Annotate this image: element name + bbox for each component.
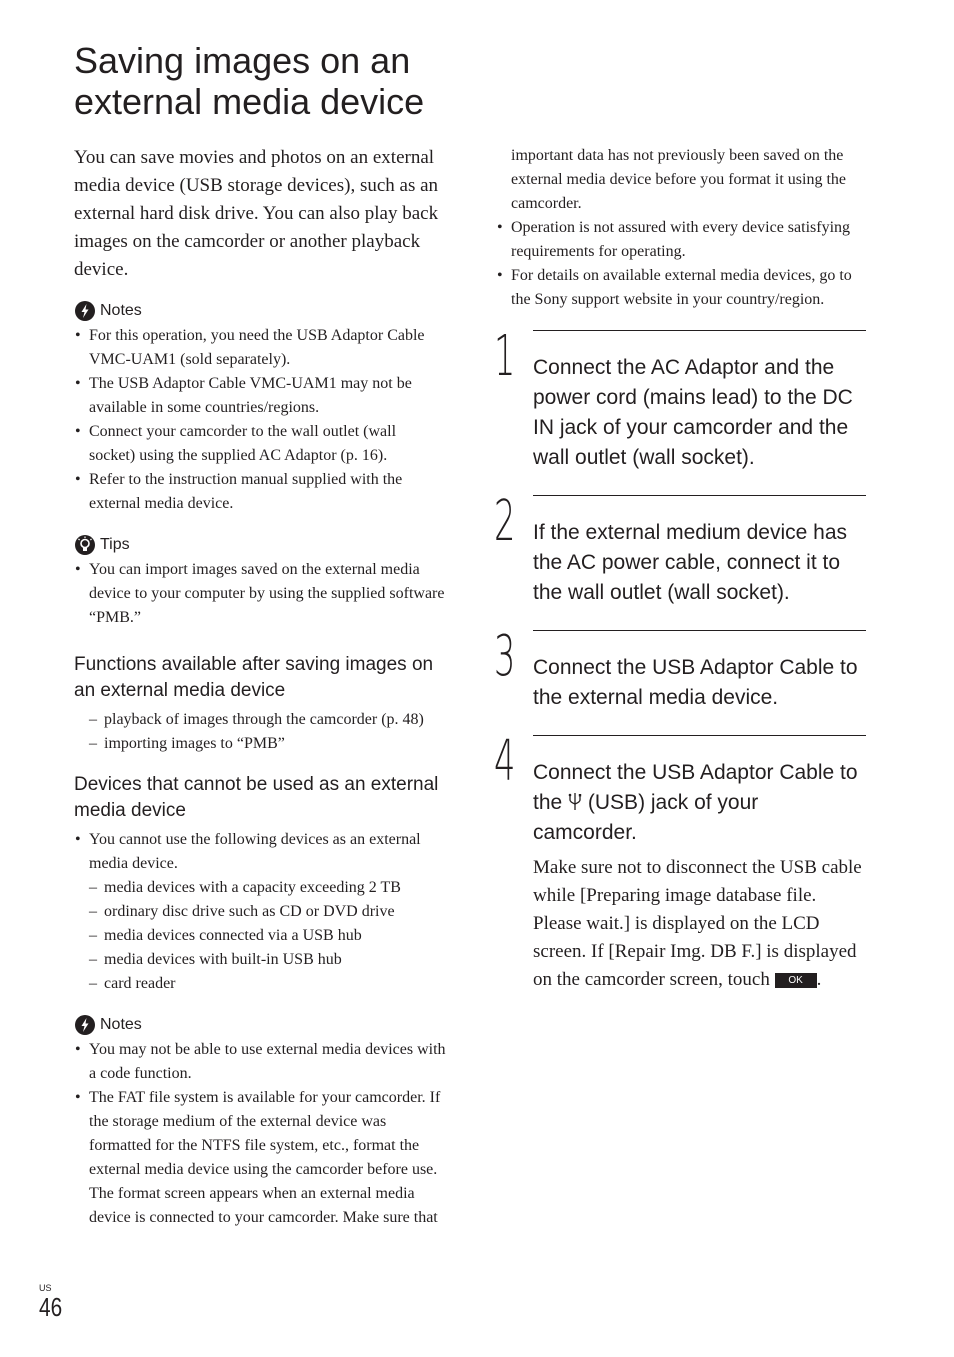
device-item: – ordinary disc drive such as CD or DVD drive bbox=[74, 900, 446, 924]
devices-sublist bbox=[74, 876, 446, 996]
step-body-text: Make sure not to disconnect the USB cable while [Preparing image database file. Please wait.] is displayed on the LCD screen. If [Repair Img. DB F.] is displayed on the camcorder screen, touch bbox=[533, 857, 862, 990]
step-text: Connect the AC Adaptor and the power cord (mains lead) to the DC IN jack of your camcorder and the wall outlet (wall socket). bbox=[533, 356, 853, 469]
step-1 bbox=[494, 324, 866, 495]
step-number: 1 bbox=[494, 324, 516, 389]
function-item: – importing images to “PMB” bbox=[89, 732, 446, 756]
step-number: 3 bbox=[494, 624, 516, 689]
note-item: • Operation is not assured with every device satisfying requirements for operating. bbox=[496, 216, 866, 264]
notes-label: Notes bbox=[100, 302, 142, 319]
notes-label: Notes bbox=[100, 1016, 142, 1033]
notes-list bbox=[74, 1038, 446, 1230]
notes-heading bbox=[74, 300, 446, 322]
ok-button: OK bbox=[775, 973, 817, 988]
usb-icon bbox=[568, 791, 582, 811]
step-text bbox=[533, 736, 866, 848]
page-number-block bbox=[39, 1283, 68, 1321]
tips-heading bbox=[74, 534, 446, 556]
note-item: • For details on available external media devices, go to the Sony support website in your country/region. bbox=[496, 264, 866, 312]
devices-item bbox=[74, 828, 446, 996]
step-2 bbox=[494, 489, 866, 630]
step-4 bbox=[494, 729, 866, 994]
note-continued-text: important data has not previously been saved on the external media device before you format it using the camcorder. bbox=[511, 147, 846, 212]
left-column bbox=[74, 144, 446, 1244]
functions-list bbox=[89, 708, 446, 756]
tip-item: • You can import images saved on the external media device to your computer by using the supplied software “PMB.” bbox=[74, 558, 446, 630]
step-body bbox=[533, 854, 866, 994]
function-item: – playback of images through the camcorder (p. 48) bbox=[89, 708, 446, 732]
functions-heading: Functions available after saving images on an external media device bbox=[74, 654, 434, 701]
right-column bbox=[496, 144, 866, 994]
device-item: – media devices connected via a USB hub bbox=[74, 924, 446, 948]
device-item: – card reader bbox=[74, 972, 446, 996]
note-item: • Refer to the instruction manual supplied with the external media device. bbox=[74, 468, 446, 516]
region-code: US bbox=[39, 1283, 52, 1293]
step-text-after: (USB) jack of your camcorder. bbox=[533, 791, 759, 844]
device-item: – media devices with a capacity exceeding 2 TB bbox=[74, 876, 446, 900]
page-title: Saving images on an external media device bbox=[74, 40, 425, 122]
step-text: Connect the USB Adaptor Cable to the external media device. bbox=[533, 656, 858, 709]
notes-list-continued bbox=[496, 216, 866, 312]
device-item: – media devices with built-in USB hub bbox=[74, 948, 446, 972]
notes-heading bbox=[74, 1014, 446, 1036]
step-text: If the external medium device has the AC power cable, connect it to the wall outlet (wall socket). bbox=[533, 521, 847, 604]
tips-label: Tips bbox=[100, 536, 130, 553]
devices-heading: Devices that cannot be used as an external media device bbox=[74, 774, 439, 821]
intro-paragraph: You can save movies and photos on an external media device (USB storage devices), such as an external hard disk drive. You can also play back images on the camcorder or another playback device. bbox=[74, 147, 439, 280]
step-number: 4 bbox=[494, 729, 516, 794]
step-number: 2 bbox=[494, 489, 516, 554]
step-body-end: . bbox=[816, 969, 822, 990]
devices-bullet-text: You cannot use the following devices as an external media device. bbox=[89, 831, 421, 872]
note-item: • The FAT file system is available for your camcorder. If the storage medium of the external device was formatted for the NTFS file system, etc., format the external media device using the camcorder before use. The format screen appears when an external media device is connected to your camcorder. Make sure that bbox=[74, 1086, 446, 1230]
note-item: • Connect your camcorder to the wall outlet (wall socket) using the supplied AC Adaptor (p. 16). bbox=[74, 420, 446, 468]
note-item: • For this operation, you need the USB Adaptor Cable VMC-UAM1 (sold separately). bbox=[74, 324, 446, 372]
notes-icon bbox=[74, 300, 96, 322]
step-3 bbox=[494, 624, 866, 735]
devices-list bbox=[74, 828, 446, 996]
step-text-before: Connect the USB Adaptor Cable to the bbox=[533, 761, 858, 814]
tips-list bbox=[74, 558, 446, 630]
notes-icon bbox=[74, 1014, 96, 1036]
note-item: • You may not be able to use external media devices with a code function. bbox=[74, 1038, 446, 1086]
page-number: 46 bbox=[39, 1292, 63, 1322]
lightbulb-icon bbox=[74, 534, 96, 556]
note-item: • The USB Adaptor Cable VMC-UAM1 may not be available in some countries/regions. bbox=[74, 372, 446, 420]
notes-list bbox=[74, 324, 446, 516]
